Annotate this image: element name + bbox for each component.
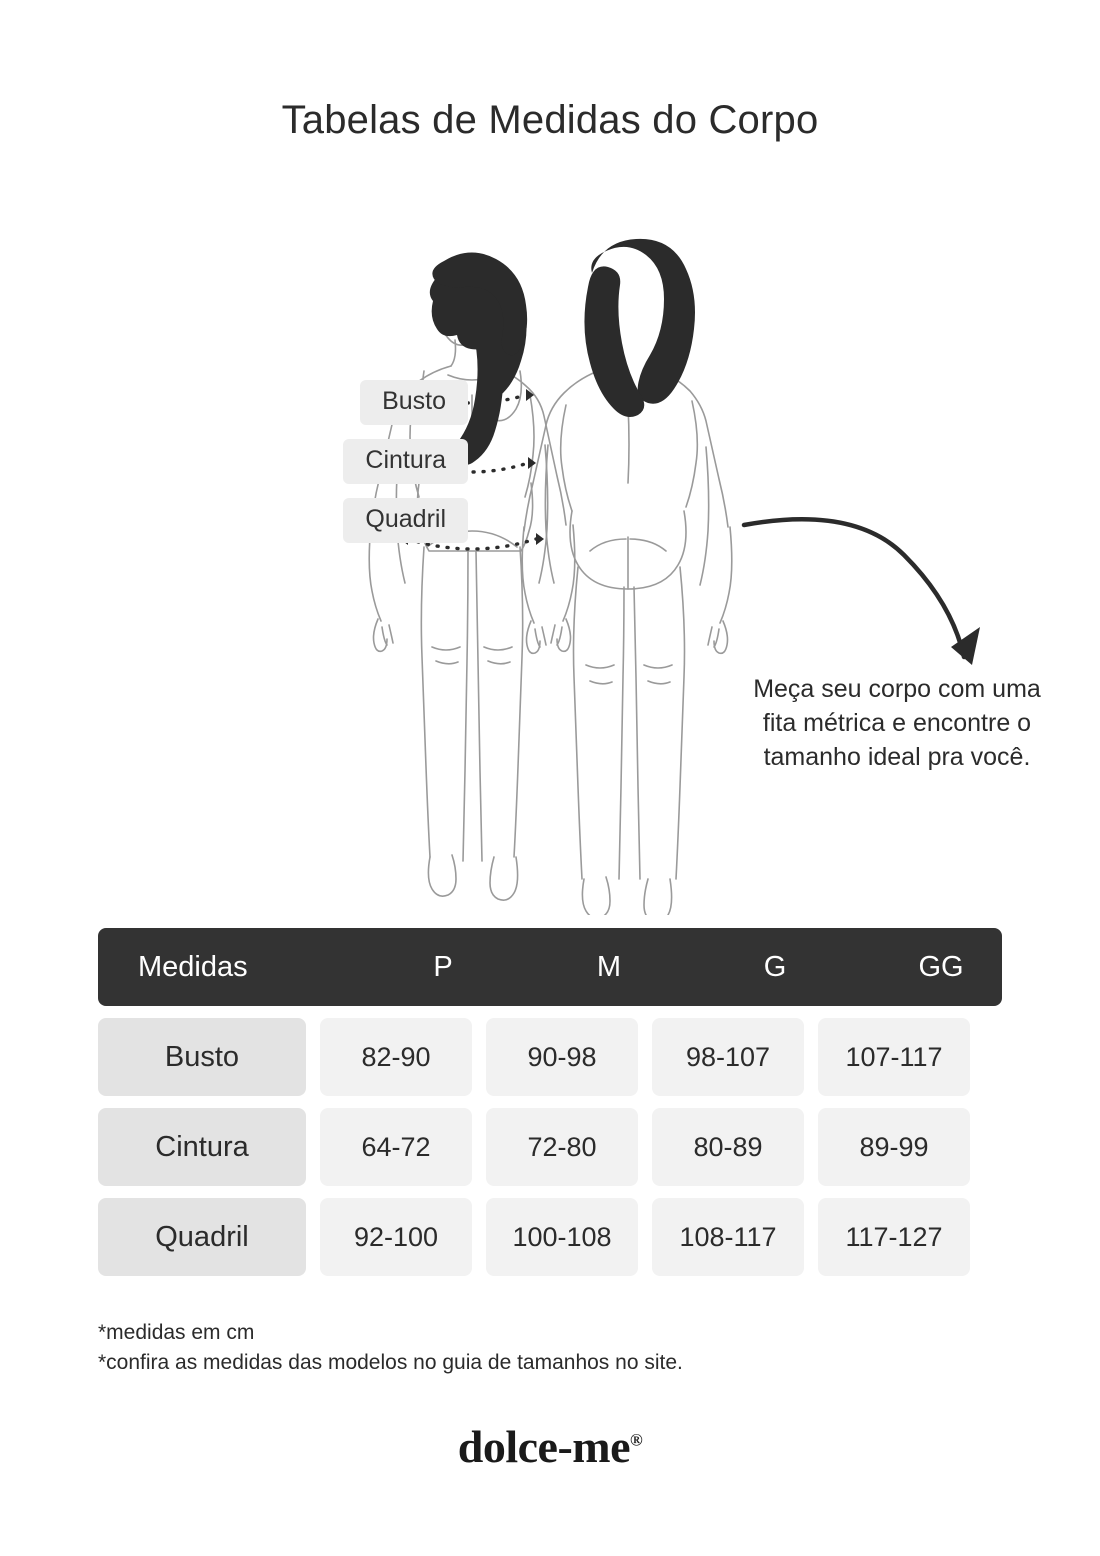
table-row bbox=[98, 1018, 1002, 1096]
header-cell-p: P bbox=[433, 950, 453, 983]
cell-busto-gg: 107-117 bbox=[818, 1018, 970, 1096]
cell-busto-g: 98-107 bbox=[652, 1018, 804, 1096]
page-title: Tabelas de Medidas do Corpo bbox=[281, 98, 819, 142]
cell-quadril-p: 92-100 bbox=[320, 1198, 472, 1276]
label-busto: Busto bbox=[360, 380, 468, 425]
label-quadril: Quadril bbox=[343, 498, 468, 543]
footnote-models: *confira as medidas das modelos no guia de tamanhos no site. bbox=[98, 1351, 683, 1375]
footnote-units: *medidas em cm bbox=[98, 1321, 255, 1344]
cell-quadril-gg: 117-127 bbox=[818, 1198, 970, 1276]
measurements-table bbox=[98, 928, 1002, 1276]
header-cell-medidas: Medidas bbox=[138, 950, 248, 983]
table-row bbox=[98, 1198, 1002, 1276]
brand-logo bbox=[0, 1420, 1100, 1473]
instruction-note: Meça seu corpo com uma fita métrica e encontre o tamanho ideal pra você. bbox=[753, 675, 1041, 771]
header-cell-m: M bbox=[596, 950, 622, 983]
cell-quadril-m: 100-108 bbox=[486, 1198, 638, 1276]
female-body-back-illustration bbox=[522, 367, 732, 915]
body-figures-illustration bbox=[0, 195, 1100, 915]
illustration-area bbox=[0, 195, 1100, 915]
footnotes bbox=[98, 1318, 683, 1379]
cell-cintura-m: 72-80 bbox=[486, 1108, 638, 1186]
table-header-row bbox=[98, 928, 1002, 1006]
header-cell-gg: GG bbox=[918, 950, 964, 983]
cell-busto-m: 90-98 bbox=[486, 1018, 638, 1096]
back-hair-left bbox=[584, 266, 644, 417]
trademark-symbol: ® bbox=[630, 1430, 643, 1450]
header-cell-g: G bbox=[763, 950, 787, 983]
cell-cintura-g: 80-89 bbox=[652, 1108, 804, 1186]
row-label-busto: Busto bbox=[98, 1018, 306, 1096]
cell-busto-p: 82-90 bbox=[320, 1018, 472, 1096]
curved-arrow-icon bbox=[744, 519, 964, 657]
row-label-quadril: Quadril bbox=[98, 1198, 306, 1276]
cell-cintura-p: 64-72 bbox=[320, 1108, 472, 1186]
cell-quadril-g: 108-117 bbox=[652, 1198, 804, 1276]
brand-name: dolce-me bbox=[457, 1421, 631, 1472]
female-body-front-illustration bbox=[369, 268, 575, 900]
measure-label-group bbox=[228, 380, 468, 557]
cell-cintura-gg: 89-99 bbox=[818, 1108, 970, 1186]
label-cintura: Cintura bbox=[343, 439, 468, 484]
table-row bbox=[98, 1108, 1002, 1186]
row-label-cintura: Cintura bbox=[98, 1108, 306, 1186]
